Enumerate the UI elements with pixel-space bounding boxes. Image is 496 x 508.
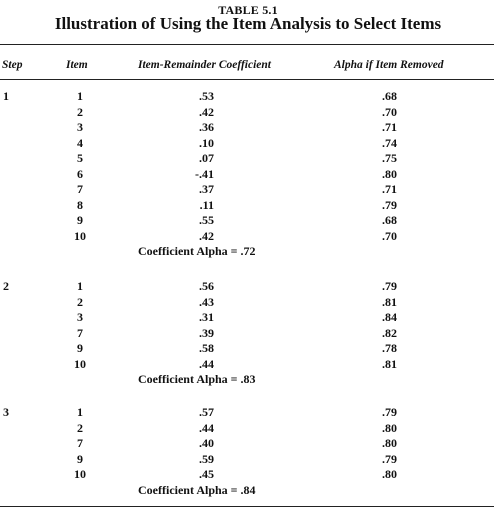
item-number-cell: 7 [77,182,83,196]
coefficient-alpha-summary: Coefficient Alpha = .84 [138,482,256,497]
item-number-cell: 5 [77,151,83,165]
header-alpha: Alpha if Item Removed [334,59,444,71]
alpha-if-removed-cell: .79 [382,451,397,466]
item-remainder-coefficient-cell: .59 [199,451,214,466]
item-remainder-coefficient-cell: .10 [199,135,214,150]
item-remainder-coefficient-cell: .44 [199,420,214,435]
alpha-if-removed-cell: .80 [382,166,397,181]
header-rule [0,79,494,80]
item-number-cell: 10 [74,467,86,481]
item-remainder-coefficient-cell: .31 [199,310,214,324]
step-number: 3 [3,405,9,419]
item-number-cell: 10 [74,356,86,371]
alpha-if-removed-cell: .75 [382,151,397,165]
bottom-rule [0,506,494,507]
item-remainder-coefficient-cell: .40 [199,436,214,450]
alpha-if-removed-cell: .80 [382,467,397,481]
item-number-cell: 1 [77,89,83,103]
item-number-cell: 2 [77,104,83,119]
alpha-if-removed-cell: .79 [382,279,397,293]
alpha-if-removed-cell: .78 [382,341,397,355]
alpha-if-removed-cell: .81 [382,356,397,371]
item-number-cell: 9 [77,451,83,466]
item-remainder-coefficient-cell: .44 [199,356,214,371]
item-remainder-coefficient-cell: -.41 [195,166,214,181]
header-item: Item [66,59,88,71]
item-number-cell: 2 [77,420,83,435]
alpha-if-removed-cell: .82 [382,325,397,340]
alpha-if-removed-cell: .70 [382,104,397,119]
alpha-if-removed-cell: .80 [382,420,397,435]
alpha-if-removed-cell: .81 [382,294,397,309]
item-remainder-coefficient-cell: .45 [199,467,214,481]
item-remainder-coefficient-cell: .55 [199,213,214,227]
coefficient-alpha-summary: Coefficient Alpha = .72 [138,244,256,258]
top-rule [0,44,494,45]
item-remainder-coefficient-cell: .07 [199,151,214,165]
alpha-if-removed-cell: .71 [382,182,397,196]
alpha-if-removed-cell: .74 [382,135,397,150]
item-remainder-coefficient-cell: .43 [199,294,214,309]
item-number-cell: 1 [77,405,83,419]
item-number-cell: 7 [77,436,83,450]
table-label: TABLE 5.1 [218,3,278,17]
header-coefficient: Item-Remainder Coefficient [138,59,271,71]
item-number-cell: 10 [74,228,86,243]
item-remainder-coefficient-cell: .58 [199,341,214,355]
item-remainder-coefficient-cell: .37 [199,182,214,196]
coefficient-alpha-summary: Coefficient Alpha = .83 [138,372,256,386]
step-number: 2 [3,279,9,293]
item-remainder-coefficient-cell: .56 [199,279,214,293]
item-remainder-coefficient-cell: .42 [199,104,214,119]
step-number: 1 [3,89,9,103]
item-number-cell: 1 [77,279,83,293]
alpha-if-removed-cell: .71 [382,120,397,134]
item-number-cell: 3 [77,310,83,324]
item-remainder-coefficient-cell: .36 [199,120,214,134]
item-number-cell: 8 [77,197,83,212]
item-remainder-coefficient-cell: .39 [199,325,214,340]
alpha-if-removed-cell: .79 [382,197,397,212]
header-step: Step [2,59,23,71]
item-remainder-coefficient-cell: .11 [199,197,214,212]
item-number-cell: 3 [77,120,83,134]
item-number-cell: 7 [77,325,83,340]
item-remainder-coefficient-cell: .53 [199,89,214,103]
alpha-if-removed-cell: .79 [382,405,397,419]
item-remainder-coefficient-cell: .57 [199,405,214,419]
item-number-cell: 9 [77,341,83,355]
item-remainder-coefficient-cell: .42 [199,228,214,243]
alpha-if-removed-cell: .84 [382,310,397,324]
item-number-cell: 4 [77,135,83,150]
item-number-cell: 9 [77,213,83,227]
item-number-cell: 2 [77,294,83,309]
item-number-cell: 6 [77,166,83,181]
alpha-if-removed-cell: .80 [382,436,397,450]
alpha-if-removed-cell: .68 [382,89,397,103]
alpha-if-removed-cell: .70 [382,228,397,243]
table-title: Illustration of Using the Item Analysis to Select Items [54,14,442,33]
alpha-if-removed-cell: .68 [382,213,397,227]
